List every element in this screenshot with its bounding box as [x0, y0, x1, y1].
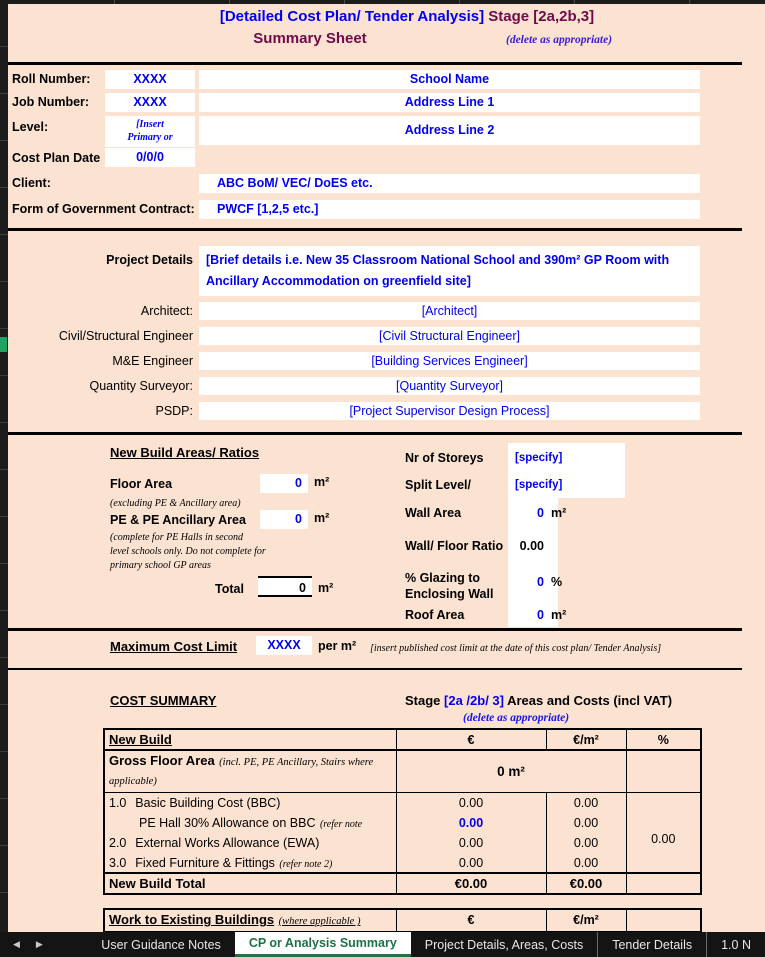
school-name-cell[interactable]: School Name — [199, 70, 700, 89]
pe-area-label: PE & PE Ancillary Area — [110, 513, 246, 527]
page-title — [40, 8, 765, 25]
floor-area-unit: m² — [314, 475, 330, 489]
wall-floor-ratio-cell[interactable]: 0.00 — [519, 539, 544, 553]
fff-eur-cell[interactable]: 0.00 — [396, 853, 546, 873]
pe-note-line1: (complete for PE Halls in second — [110, 532, 244, 543]
row-note: (refer note 2) — [279, 858, 333, 870]
title-stage: Stage [2a,2b,3] — [488, 8, 595, 25]
ewa-row — [104, 833, 701, 853]
new-build-header: New Build — [109, 732, 172, 747]
divider — [8, 668, 742, 670]
worksheet — [8, 4, 765, 932]
max-cost-label: Maximum Cost Limit — [110, 639, 238, 654]
title-line2: Summary Sheet — [253, 30, 367, 47]
existing-header-row — [104, 909, 701, 931]
tab-navigation — [0, 932, 72, 957]
areas-heading: New Build Areas/ Ratios — [110, 445, 260, 460]
contract-cell[interactable]: PWCF [1,2,5 etc.] — [199, 200, 700, 219]
architect-label: Architect: — [140, 304, 193, 318]
roof-area-unit: m² — [551, 608, 567, 622]
pe-note-line2: level schools only. Do not complete for — [110, 546, 266, 557]
tab-scroll-right-icon[interactable]: ▶ — [35, 939, 43, 949]
row-num: 1.0 — [109, 795, 127, 810]
stage-prefix: Stage — [405, 693, 445, 708]
row-num: 2.0 — [109, 836, 127, 850]
pe-hall-row — [104, 813, 701, 833]
row-note: (refer note — [319, 819, 363, 830]
bbc-row — [104, 792, 701, 813]
roof-area-cell[interactable]: 0 — [537, 608, 544, 622]
sheet-tab-bar — [0, 932, 765, 957]
title-main: [Detailed Cost Plan/ Tender Analysis] — [219, 8, 489, 25]
col-header-eurm2: €/m² — [546, 729, 626, 750]
floor-area-cell[interactable]: 0 — [260, 474, 308, 493]
cost-summary-delete-note: (delete as appropriate) — [463, 712, 570, 724]
me-engineer-cell[interactable]: [Building Services Engineer] — [199, 352, 700, 370]
me-engineer-label: M&E Engineer — [112, 354, 193, 368]
row-label: PE Hall 30% Allowance on BBC — [139, 816, 316, 830]
row-label: Fixed Furniture & Fittings — [135, 855, 275, 870]
level-value-line2: Primary or — [127, 132, 173, 143]
divider — [8, 228, 742, 231]
title-delete-note: (delete as appropriate) — [506, 34, 613, 46]
wall-area-label: Wall Area — [405, 506, 462, 520]
job-number-cell[interactable]: XXXX — [105, 93, 195, 112]
max-cost-cell[interactable]: XXXX — [256, 636, 312, 655]
divider — [8, 432, 742, 435]
gfa-label: Gross Floor Area — [109, 753, 215, 769]
glazing-cell[interactable]: 0 — [537, 575, 544, 589]
row-header-strip — [0, 0, 8, 932]
architect-cell[interactable]: [Architect] — [199, 302, 700, 320]
pe-note-line3: primary school GP areas — [110, 560, 211, 571]
row-label: Basic Building Cost (BBC) — [135, 795, 281, 810]
total-eurm2-cell[interactable]: €0.00 — [546, 873, 626, 894]
max-cost-unit: per m² — [318, 639, 357, 653]
pe-area-cell[interactable]: 0 — [260, 510, 308, 529]
floor-area-note: (excluding PE & Ancillary area) — [110, 498, 241, 509]
psdp-label: PSDP: — [155, 404, 193, 418]
level-cell[interactable] — [105, 116, 195, 147]
sheet-tab-1-0-n[interactable]: 1.0 N — [706, 932, 765, 957]
roll-number-cell[interactable]: XXXX — [105, 70, 195, 89]
ewa-eurm2-cell[interactable]: 0.00 — [546, 833, 626, 853]
tab-scroll-left-icon[interactable]: ◀ — [13, 939, 20, 949]
pe-hall-eur-cell[interactable]: 0.00 — [396, 813, 546, 833]
new-build-total-row — [104, 873, 701, 894]
sheet-tab-project-details[interactable]: Project Details, Areas, Costs — [424, 937, 584, 952]
floor-area-label: Floor Area — [110, 477, 173, 491]
storeys-cell[interactable]: [specify] — [515, 452, 563, 464]
cost-plan-date-label: Cost Plan Date — [12, 151, 101, 165]
address2-cell[interactable]: Address Line 2 — [199, 116, 700, 145]
cost-summary-heading: COST SUMMARY — [110, 693, 217, 708]
selected-row-marker — [0, 337, 7, 352]
sheet-tab-user-guidance[interactable]: User Guidance Notes — [101, 937, 221, 952]
existing-buildings-table — [103, 908, 702, 932]
glazing-label-line2: Enclosing Wall — [405, 587, 494, 601]
level-label: Level: — [12, 120, 49, 134]
quantity-surveyor-cell[interactable]: [Quantity Surveyor] — [199, 377, 700, 395]
roof-area-label: Roof Area — [405, 608, 465, 622]
psdp-cell[interactable]: [Project Supervisor Design Process] — [199, 402, 700, 420]
address1-cell[interactable]: Address Line 1 — [199, 93, 700, 112]
max-cost-note: [insert published cost limit at the date of this cost plan/ Tender Analysis] — [370, 643, 662, 654]
bbc-eur-cell[interactable]: 0.00 — [396, 792, 546, 813]
fff-row — [104, 853, 701, 873]
total-area-unit: m² — [318, 581, 334, 595]
glazing-unit: % — [551, 575, 563, 589]
existing-note: (where applicable ) — [278, 916, 361, 928]
pe-hall-eurm2-cell[interactable]: 0.00 — [546, 813, 626, 833]
sheet-tab-cp-analysis-summary[interactable]: CP or Analysis Summary — [235, 932, 411, 957]
project-details-label: Project Details — [106, 253, 193, 267]
cost-plan-date-cell[interactable]: 0/0/0 — [105, 148, 195, 167]
table-header-row — [104, 729, 701, 750]
quantity-surveyor-label: Quantity Surveyor: — [89, 379, 193, 393]
civil-engineer-cell[interactable]: [Civil Structural Engineer] — [199, 327, 700, 345]
stage-line — [405, 693, 672, 708]
split-level-cell[interactable]: [specify] — [515, 479, 563, 491]
wall-area-unit: m² — [551, 506, 567, 520]
total-label: Total — [215, 582, 244, 596]
pe-area-unit: m² — [314, 511, 330, 525]
roll-number-label: Roll Number: — [12, 72, 91, 86]
fff-eurm2-cell[interactable]: 0.00 — [546, 853, 626, 873]
existing-col-eurm2: €/m² — [546, 909, 626, 931]
level-value-line1: [Insert — [136, 119, 164, 130]
glazing-label-line1: % Glazing to — [405, 571, 480, 585]
total-eur-cell[interactable]: €0.00 — [396, 873, 546, 894]
existing-col-pct — [626, 909, 701, 931]
row-label: External Works Allowance (EWA) — [135, 836, 320, 850]
storeys-label: Nr of Storeys — [405, 451, 484, 465]
project-details-cell[interactable]: [Brief details i.e. New 35 Classroom National School and 390m² GP Room with Ancillary Accommodation on greenfield site] — [199, 246, 700, 296]
col-header-eur: € — [396, 729, 546, 750]
gfa-pct-cell — [626, 750, 701, 792]
total-pct-cell — [626, 873, 701, 894]
ewa-eur-cell[interactable]: 0.00 — [396, 833, 546, 853]
wall-area-cell[interactable]: 0 — [537, 506, 544, 520]
total-area-cell[interactable]: 0 — [258, 576, 312, 597]
civil-engineer-label: Civil/Structural Engineer — [58, 329, 193, 343]
job-number-label: Job Number: — [12, 95, 90, 109]
existing-label: Work to Existing Buildings — [109, 912, 275, 928]
divider — [8, 628, 742, 631]
client-label: Client: — [12, 176, 51, 190]
stage-options: [2a /2b/ 3] — [444, 693, 504, 708]
total-label: New Build Total — [104, 873, 396, 894]
client-cell[interactable]: ABC BoM/ VEC/ DoES etc. — [199, 174, 700, 193]
gfa-row — [104, 750, 701, 792]
ewa-pct-cell[interactable]: 0.00 — [626, 792, 701, 873]
divider — [8, 62, 742, 65]
wall-floor-ratio-label: Wall/ Floor Ratio — [405, 539, 504, 553]
contract-label: Form of Government Contract: — [12, 202, 195, 216]
bbc-eurm2-cell[interactable]: 0.00 — [546, 792, 626, 813]
col-header-pct: % — [626, 729, 701, 750]
gfa-note: (incl. PE, PE Ancillary, Stairs where applicable) — [109, 757, 374, 788]
stage-suffix: Areas and Costs (incl VAT) — [503, 693, 673, 708]
new-build-table — [103, 728, 702, 895]
existing-col-eur: € — [396, 909, 546, 931]
sheet-tab-tender-details[interactable]: Tender Details — [597, 932, 706, 957]
split-level-label: Split Level/ — [405, 478, 471, 492]
gfa-value-cell[interactable]: 0 m² — [396, 750, 626, 792]
row-num: 3.0 — [109, 855, 127, 870]
